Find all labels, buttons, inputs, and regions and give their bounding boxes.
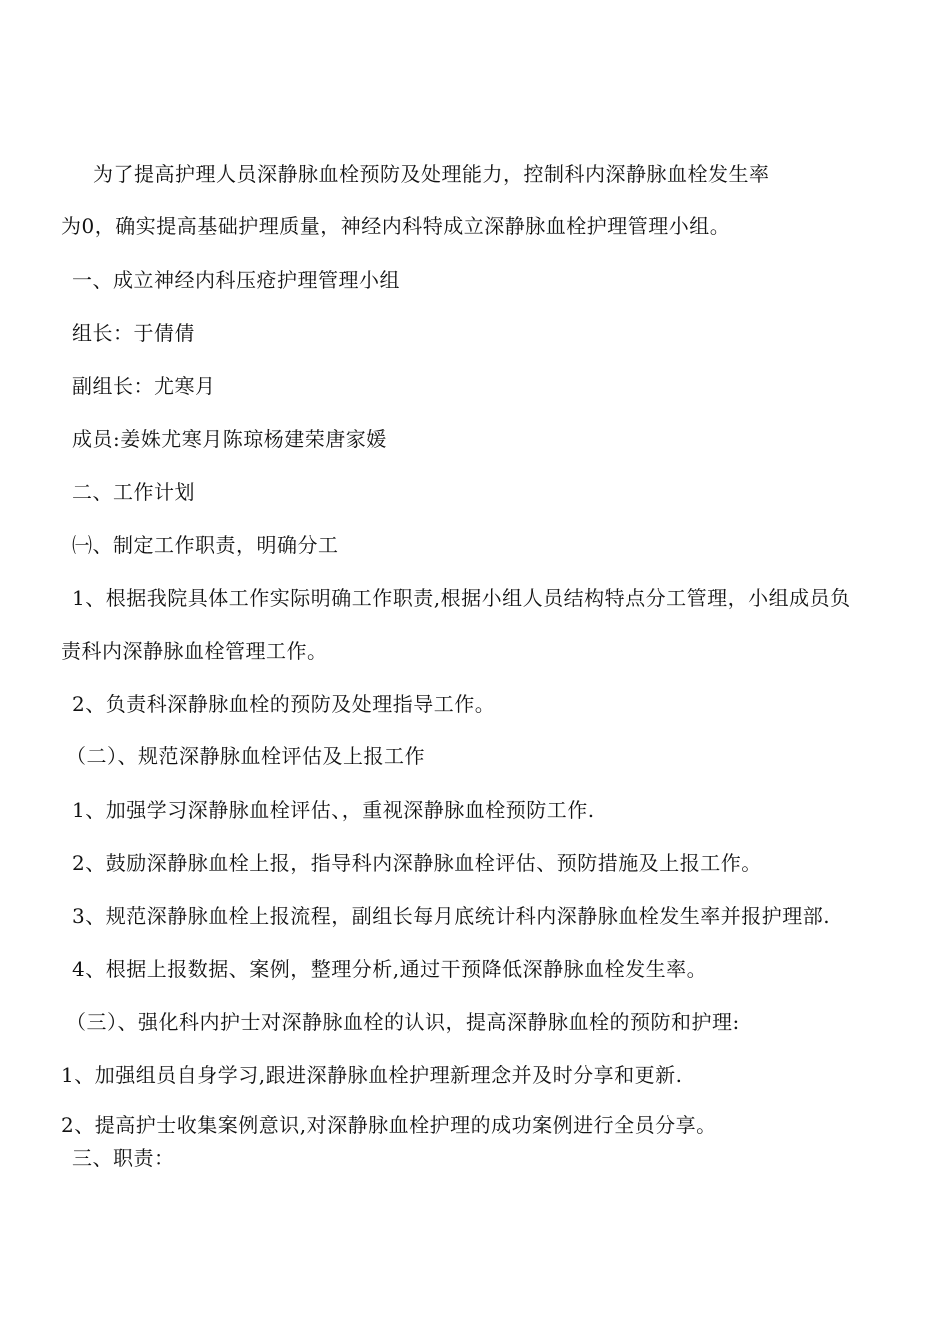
subsection-2-item-4: 4、根据上报数据、案例，整理分析,通过干预降低深静脉血栓发生率。: [72, 957, 708, 981]
subsection-1-heading: ㈠、制定工作职责，明确分工: [72, 533, 339, 557]
subsection-2-item-3: 3、规范深静脉血栓上报流程，副组长每月底统计科内深静脉血栓发生率并报护理部.: [72, 904, 831, 928]
subsection-3-item-2: 2、提高护士收集案例意识,对深静脉血栓护理的成功案例进行全员分享。: [61, 1113, 717, 1137]
section-2-heading: 二、工作计划: [72, 480, 195, 504]
subsection-1-item-2: 2、负责科深静脉血栓的预防及处理指导工作。: [72, 692, 496, 716]
subsection-1-item-1-line-2: 责科内深静脉血栓管理工作。: [61, 639, 328, 663]
subsection-3-heading: （三）、强化科内护士对深静脉血栓的认识，提高深静脉血栓的预防和护理:: [66, 1010, 740, 1034]
intro-paragraph-line-1: 为了提高护理人员深静脉血栓预防及处理能力，控制科内深静脉血栓发生率: [93, 162, 770, 186]
group-leader: 组长：于倩倩: [72, 321, 195, 345]
subsection-2-item-2: 2、鼓励深静脉血栓上报，指导科内深静脉血栓评估、预防措施及上报工作。: [72, 851, 762, 875]
section-1-heading: 一、成立神经内科压疮护理管理小组: [72, 268, 400, 292]
section-3-heading: 三、职责：: [72, 1146, 175, 1170]
deputy-leader: 副组长：尤寒月: [72, 374, 216, 398]
intro-paragraph-line-2: 为0，确实提高基础护理质量，神经内科特成立深静脉血栓护理管理小组。: [61, 214, 731, 238]
group-members: 成员:姜姝尤寒月陈琼杨建荣唐家媛: [72, 427, 387, 451]
subsection-1-item-1-line-1: 1、根据我院具体工作实际明确工作职责,根据小组人员结构特点分工管理，小组成员负: [72, 586, 851, 610]
subsection-2-heading: （二）、规范深静脉血栓评估及上报工作: [66, 744, 425, 768]
subsection-3-item-1: 1、加强组员自身学习,跟进深静脉血栓护理新理念并及时分享和更新.: [61, 1063, 683, 1087]
subsection-2-item-1: 1、加强学习深静脉血栓评估、，重视深静脉血栓预防工作.: [72, 798, 595, 822]
